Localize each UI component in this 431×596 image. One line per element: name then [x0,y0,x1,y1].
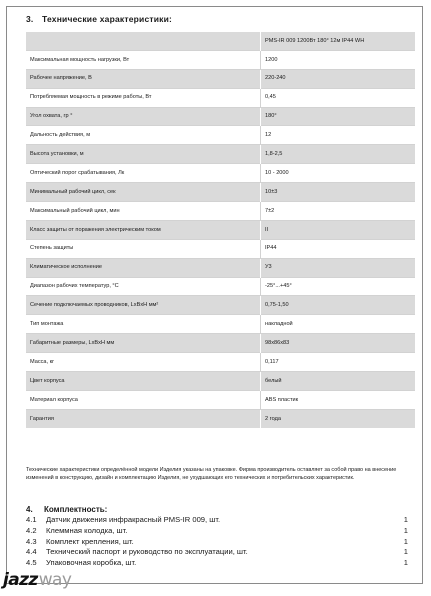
spec-row [26,315,415,334]
kit-item [26,515,408,526]
spec-name: Максимальная мощность нагрузки, Вт [26,50,261,69]
spec-value: 0,45 [261,88,416,107]
spec-name: Габаритные размеры, LxBxH мм [26,334,261,353]
kit-item-quantity: 1 [403,547,408,557]
spec-row [26,220,415,239]
spec-value: белый [261,372,416,391]
kit-list [26,515,408,569]
specs-table-body [26,32,415,428]
spec-value: 0,75-1,50 [261,296,416,315]
kit-item-text: Датчик движения инфракрасный PMS-IR 009, шт. [46,515,221,524]
spec-value: 7±2 [261,202,416,221]
kit-item-quantity: 1 [403,536,408,546]
spec-value: 2 года [261,409,416,427]
spec-value: 1,8-2,5 [261,145,416,164]
kit-item-number: 4.5 [26,558,37,568]
jazzway-logo [3,570,71,590]
spec-value: 98x86x83 [261,334,416,353]
specs-table [26,32,415,428]
spec-row [26,202,415,221]
kit-item-number: 4.1 [26,515,37,524]
spec-row [26,239,415,258]
spec-value: 10 - 2000 [261,164,416,183]
spec-name: Цвет корпуса [26,372,261,391]
spec-value: 1200 [261,50,416,69]
spec-name: Высота установки, м [26,145,261,164]
spec-name: Сечение подключаемых проводников, LxBxH мм² [26,296,261,315]
kit-item-number: 4.2 [26,525,37,535]
spec-row [26,88,415,107]
spec-name: Дальность действия, м [26,126,261,145]
spec-row [26,334,415,353]
spec-name: Диапазон рабочих температур, °С [26,277,261,296]
spec-row [26,277,415,296]
spec-name: Материал корпуса [26,390,261,409]
spec-name: Климатическое исполнение [26,258,261,277]
spec-name: Потребляемая мощность в режиме работы, Вт [26,88,261,107]
spec-name: Оптический порог срабатывания, Лк [26,164,261,183]
spec-row [26,183,415,202]
spec-row [26,164,415,183]
kit-item-text: Комплект крепления, шт. [46,536,134,546]
kit-item-text: Упаковочная коробка, шт. [46,558,137,568]
spec-value: II [261,220,416,239]
spec-row [26,409,415,427]
kit-item-quantity: 1 [403,558,408,568]
spec-row [26,126,415,145]
specs-header-model: PMS-IR 009 1200Вт 180° 12м IP44 WH [261,32,416,50]
spec-row [26,390,415,409]
logo-way: way [38,570,72,590]
specs-header-row [26,32,415,50]
spec-row [26,353,415,372]
spec-row [26,145,415,164]
spec-value: 12 [261,126,416,145]
section-3-title: Технические характеристики: [42,14,173,24]
spec-value: 10±3 [261,183,416,202]
kit-item [26,526,408,537]
spec-value: 220-240 [261,69,416,88]
logo-jazz: jazz [3,570,38,590]
spec-value: 0,117 [261,353,416,372]
kit-item-text: Клеммная колодка, шт. [46,525,128,535]
spec-row [26,50,415,69]
specs-header-name [26,32,261,50]
spec-value: 180° [261,107,416,126]
kit-item-quantity: 1 [403,525,408,535]
spec-value: IP44 [261,239,416,258]
spec-row [26,296,415,315]
section-3-number: 3. [26,14,34,24]
spec-name: Гарантия [26,409,261,427]
kit-item-quantity: 1 [403,515,408,524]
kit-item [26,537,408,548]
spec-value: -25°...+45° [261,277,416,296]
spec-value: ABS пластик [261,390,416,409]
kit-item-number: 4.3 [26,536,37,546]
section-3-heading [26,14,172,24]
spec-name: Масса, кг [26,353,261,372]
section-4-heading [26,505,107,514]
spec-name: Минимальный рабочий цикл, сек [26,183,261,202]
spec-name: Рабочее напряжение, В [26,69,261,88]
kit-item [26,558,408,569]
kit-item [26,547,408,558]
spec-row [26,258,415,277]
spec-name: Класс защиты от поражения электрическим током [26,220,261,239]
spec-value: У3 [261,258,416,277]
section-4-number: 4. [26,505,33,514]
specs-note: Технические характеристики определённой модели Изделия указаны на упаковке. Фирма производитель оставляет за собой право на внесение изменений в конструкцию, дизайн и комплектацию Изделия, не ухудшающих его технических и потребительских характеристик. [26,467,397,482]
spec-row [26,107,415,126]
kit-item-number: 4.4 [26,547,37,557]
section-4-title: Комплектность: [44,505,108,514]
spec-row [26,69,415,88]
spec-value: накладной [261,315,416,334]
spec-name: Степень защиты [26,239,261,258]
spec-name: Тип монтажа [26,315,261,334]
spec-name: Максимальный рабочий цикл, мин [26,202,261,221]
spec-row [26,372,415,391]
spec-name: Угол охвата, гр ° [26,107,261,126]
kit-item-text: Технический паспорт и руководство по эксплуатации, шт. [46,547,248,557]
